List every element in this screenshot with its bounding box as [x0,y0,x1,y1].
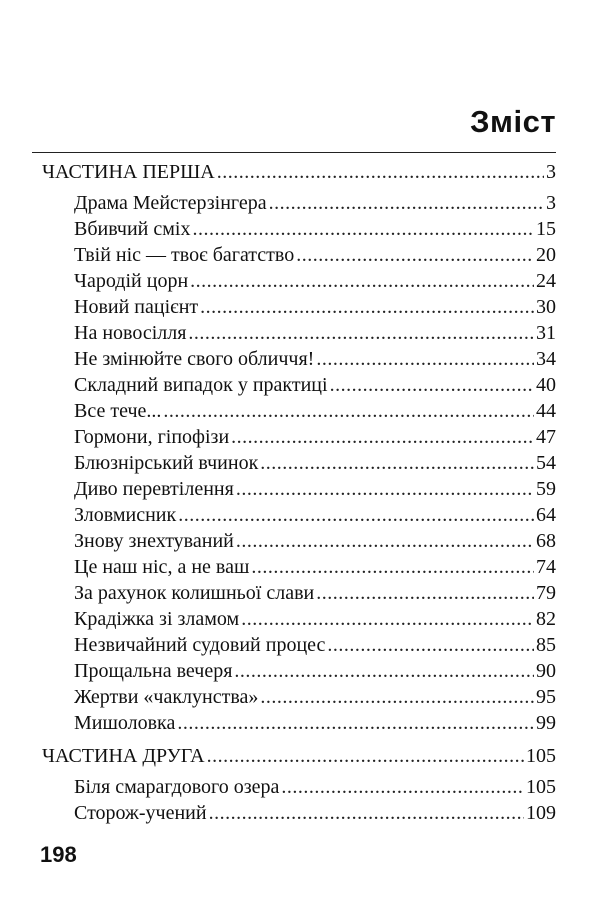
dot-leader [217,159,544,185]
toc-entry-title: Зловмисник [74,504,177,526]
dot-leader [330,372,534,398]
toc-entry-page: 82 [536,608,556,630]
toc-entry-title: Блюзнірський вчинок [74,452,259,474]
toc-entry-page: 30 [536,296,556,318]
dot-leader [269,190,544,216]
toc-entry [74,398,556,424]
toc-entry-page: 34 [536,348,556,370]
dot-leader [316,346,534,372]
toc-entry-page: 59 [536,478,556,500]
toc-entry-page: 105 [526,745,556,767]
toc-entry-title: Біля смарагдового озера [74,776,280,798]
toc-entry [74,476,556,502]
toc-entry-page: 90 [536,660,556,682]
toc-entry-page: 79 [536,582,556,604]
toc-entry-title: Незвичайний судовий процес [74,634,326,656]
toc-entry-title: Сторож-учений [74,802,207,824]
toc-entry-page: 44 [536,400,556,422]
toc-entry [74,632,556,658]
dot-leader [209,800,524,826]
toc-entry-page: 68 [536,530,556,552]
toc-entry-title: Гормони, гіпофізи [74,426,230,448]
toc-entry-title: Все тече... [74,400,162,422]
toc-entry-page: 24 [536,270,556,292]
dot-leader [177,710,534,736]
toc-entry-title: Новий пацієнт [74,296,199,318]
dot-leader [296,242,534,268]
toc-entry [74,424,556,450]
dot-leader [192,216,534,242]
toc-entry [74,268,556,294]
toc-entry-title: ЧАСТИНА ДРУГА [42,745,205,767]
toc-entry-page: 15 [536,218,556,240]
toc-entry-title: Це наш ніс, а не ваш [74,556,250,578]
toc-entry [74,710,556,736]
dot-leader [231,424,534,450]
toc-entry-page: 105 [526,776,556,798]
toc-entry-title: Прощальна вечеря [74,660,233,682]
toc-entry-title: Твій ніс — твоє багатство [74,244,295,266]
page-title: Зміст [470,104,556,139]
dot-leader [236,528,534,554]
dot-leader [207,743,524,769]
toc-entry-title: За рахунок колишньої слави [74,582,315,604]
toc-entry [74,528,556,554]
toc-entry [74,502,556,528]
dot-leader [251,554,534,580]
dot-leader [236,476,534,502]
toc-entry-title: Знову знехтуваний [74,530,234,552]
toc-entry [74,320,556,346]
dot-leader [260,684,534,710]
toc-entry-page: 95 [536,686,556,708]
toc-entry-page: 109 [526,802,556,824]
toc-entry [74,346,556,372]
toc-entry-title: ЧАСТИНА ПЕРША [42,161,215,183]
toc-entry-title: Жертви «чаклунства» [74,686,259,708]
toc-part-entry [42,159,556,185]
dot-leader [316,580,534,606]
toc-entry-page: 3 [546,161,556,183]
dot-leader [260,450,534,476]
dot-leader [163,398,534,424]
dot-leader [200,294,534,320]
toc-entry [74,554,556,580]
dot-leader [241,606,534,632]
page-number: 198 [40,842,77,867]
toc-entry [74,294,556,320]
toc-entry-title: Не змінюйте свого обличчя! [74,348,315,370]
dot-leader [178,502,534,528]
title-rule [32,152,556,153]
toc-entry-title: Крадіжка зі зламом [74,608,240,630]
toc-entry [74,800,556,826]
toc-entry [74,450,556,476]
toc-entry-title: Диво перевтілення [74,478,234,500]
toc-entry-page: 20 [536,244,556,266]
toc-entry-title: Вбивчий сміх [74,218,191,240]
toc-entry-title: На новосілля [74,322,187,344]
toc-entry [74,242,556,268]
toc-entry [74,580,556,606]
toc-entry [74,658,556,684]
toc-entry-page: 99 [536,712,556,734]
toc-entry-page: 47 [536,426,556,448]
dot-leader [281,774,524,800]
dot-leader [190,268,534,294]
toc-entry-page: 74 [536,556,556,578]
toc-entry [74,372,556,398]
toc-entry-page: 31 [536,322,556,344]
toc-entry [74,190,556,216]
toc-entry [74,684,556,710]
toc-part-entry [42,743,556,769]
toc-entry-page: 54 [536,452,556,474]
toc-entry [74,216,556,242]
toc-entry [74,606,556,632]
toc-entry-page: 64 [536,504,556,526]
toc-entry-page: 3 [546,192,556,214]
toc-entry [74,774,556,800]
toc-entry-title: Чародій цорн [74,270,189,292]
dot-leader [188,320,534,346]
toc-entry-title: Складний випадок у практиці [74,374,328,396]
toc-entry-page: 85 [536,634,556,656]
toc-entry-title: Драма Мейстерзінгера [74,192,267,214]
toc-entry-title: Мишоловка [74,712,176,734]
dot-leader [234,658,534,684]
dot-leader [327,632,534,658]
toc-entry-page: 40 [536,374,556,396]
